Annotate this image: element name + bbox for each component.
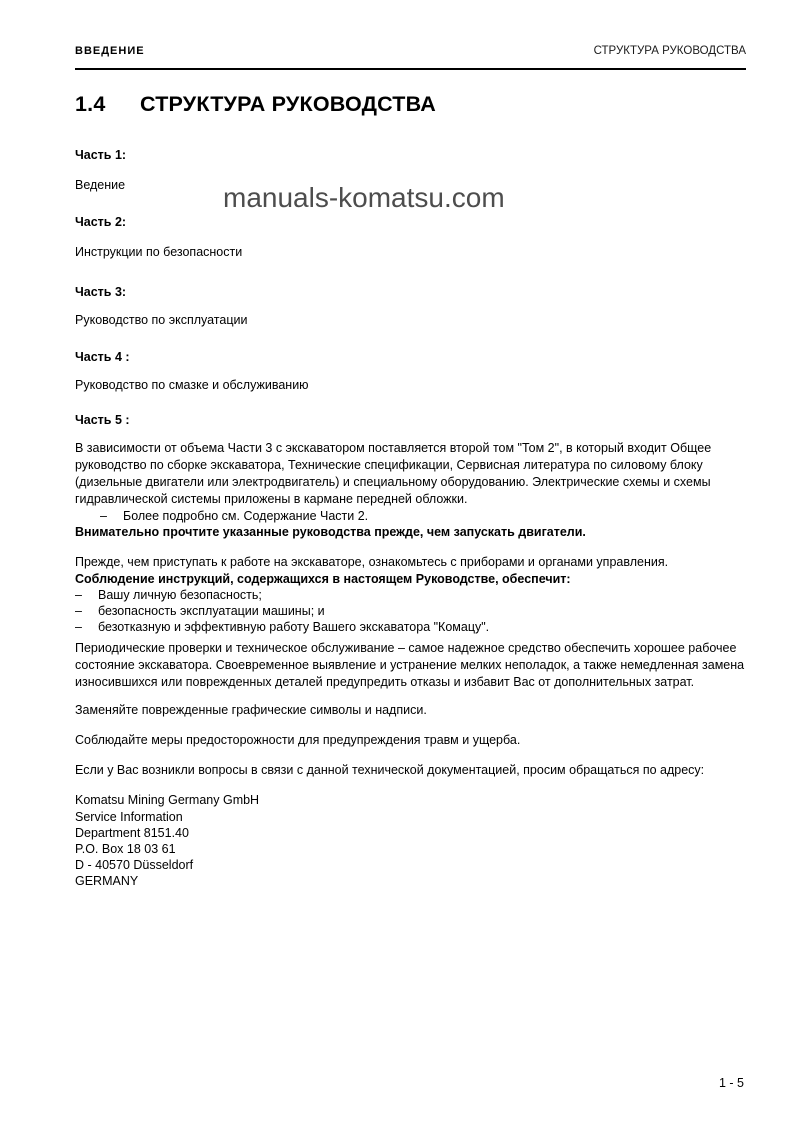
benefit-text: безопасность эксплуатации машины; и bbox=[98, 604, 325, 618]
notice-read-manuals: Внимательно прочтите указанные руководства прежде, чем запускать двигатели. bbox=[75, 525, 586, 539]
section-title bbox=[75, 91, 746, 117]
page-content bbox=[75, 0, 746, 889]
notice-follow-instructions: Соблюдение инструкций, содержащихся в настоящем Руководстве, обеспечит: bbox=[75, 572, 571, 586]
address-line: P.O. Box 18 03 61 bbox=[75, 842, 176, 856]
benefit-item bbox=[75, 619, 746, 635]
part-5-label: Часть 5 : bbox=[75, 413, 130, 427]
part-4-body: Руководство по смазке и обслуживанию bbox=[75, 378, 309, 392]
part-2-body: Инструкции по безопасности bbox=[75, 245, 243, 259]
part-1-body: Ведение bbox=[75, 178, 126, 192]
address-line: Department 8151.40 bbox=[75, 826, 189, 840]
header-left-title: ВВЕДЕНИЕ bbox=[75, 45, 145, 57]
para-maintenance: Периодические проверки и техническое обслуживание – самое надежное средство обеспечить хорошее рабочее состояние экскаватора. Своевременное выявление и устранение мелких неполадок, а также немедленная замена износившихся или поврежденных деталей предупредить отказы и избавит Вас от дополнительных затрат. bbox=[75, 641, 745, 689]
part-5-body: В зависимости от объема Части 3 с экскаватором поставляется второй том "Том 2", в который входит Общее руководство по сборке экскаватора, Технические спецификации, Сервисная литература по силовому блоку (дизельные двигатели или электродвигатель) и специальному оборудованию. Электрические схемы и схемы гидравлической системы приложены в кармане передней обложки. bbox=[75, 441, 712, 506]
watermark-text: manuals-komatsu.com bbox=[223, 182, 505, 213]
dash-marker: – bbox=[75, 604, 82, 618]
running-header bbox=[75, 0, 746, 59]
benefit-text: безотказную и эффективную работу Вашего экскаватора "Комацу". bbox=[98, 620, 490, 634]
part-3-label: Часть 3: bbox=[75, 285, 127, 299]
address-line: D - 40570 Düsseldorf bbox=[75, 858, 194, 872]
benefit-item bbox=[75, 587, 746, 603]
para-contact: Если у Вас возникли вопросы в связи с данной технической документацией, просим обращаться по адресу: bbox=[75, 763, 705, 777]
page-number: 1 - 5 bbox=[718, 1076, 744, 1090]
address-block bbox=[75, 809, 746, 889]
section-number: 1.4 bbox=[75, 92, 106, 116]
address-line: Service Information bbox=[75, 810, 183, 824]
part-1-label: Часть 1: bbox=[75, 148, 127, 162]
part-2-label: Часть 2: bbox=[75, 215, 127, 229]
address-line: GERMANY bbox=[75, 874, 139, 888]
benefit-text: Вашу личную безопасность; bbox=[98, 588, 262, 602]
part-3-body: Руководство по эксплуатации bbox=[75, 313, 248, 327]
header-right-title: СТРУКТУРА РУКОВОДСТВА bbox=[593, 45, 746, 57]
part-4-label: Часть 4 : bbox=[75, 350, 130, 364]
company-name: Komatsu Mining Germany GmbH bbox=[75, 793, 260, 807]
para-precautions: Соблюдайте меры предосторожности для предупреждения травм и ущерба. bbox=[75, 733, 521, 747]
benefit-item bbox=[75, 603, 746, 619]
para-familiarize: Прежде, чем приступать к работе на экскаваторе, ознакомьтесь с приборами и органами управления. bbox=[75, 555, 669, 569]
header-rule bbox=[75, 68, 746, 70]
dash-marker: – bbox=[100, 509, 107, 523]
dash-marker: – bbox=[75, 620, 82, 634]
para-symbols: Заменяйте поврежденные графические символы и надписи. bbox=[75, 703, 427, 717]
part-5-note bbox=[75, 508, 746, 524]
dash-marker: – bbox=[75, 588, 82, 602]
part-5-note-text: Более подробно см. Содержание Части 2. bbox=[123, 509, 369, 523]
section-title-text: СТРУКТУРА РУКОВОДСТВА bbox=[140, 92, 437, 116]
